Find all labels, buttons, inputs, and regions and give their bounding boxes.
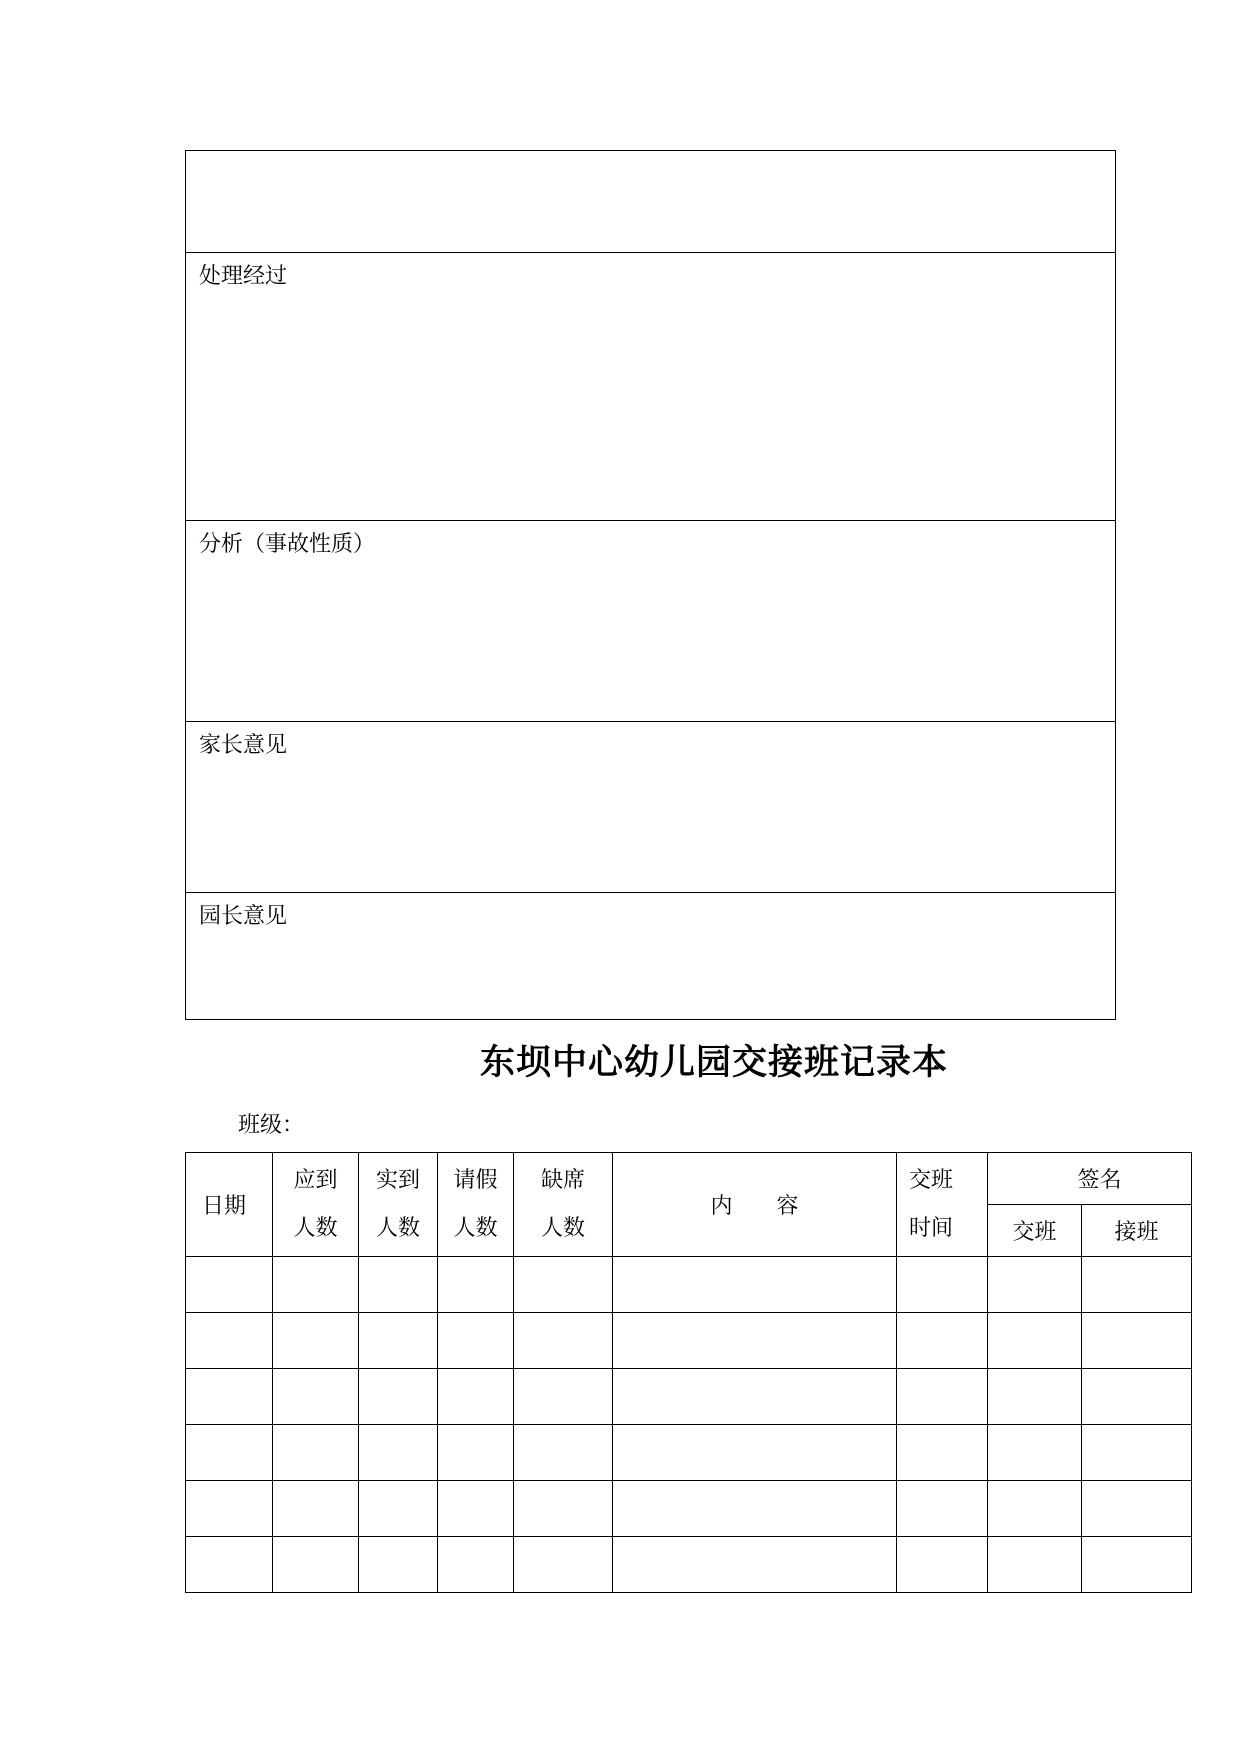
cell-absent[interactable] <box>514 1313 613 1369</box>
header-leave-line2: 人数 <box>453 1215 498 1241</box>
process-section[interactable] <box>186 252 1115 520</box>
cell-sign-in[interactable] <box>1082 1425 1192 1481</box>
cell-actual[interactable] <box>359 1257 438 1313</box>
page-title: 东坝中心幼儿园交接班记录本 <box>480 1043 949 1083</box>
cell-sign-in[interactable] <box>1082 1481 1192 1537</box>
cell-expected[interactable] <box>273 1257 359 1313</box>
cell-sign-out[interactable] <box>988 1369 1082 1425</box>
cell-expected[interactable] <box>273 1537 359 1593</box>
cell-time[interactable] <box>897 1313 988 1369</box>
principal-opinion-label: 园长意见 <box>199 904 288 929</box>
cell-sign-out[interactable] <box>988 1537 1082 1593</box>
cell-expected[interactable] <box>273 1481 359 1537</box>
cell-leave[interactable] <box>438 1313 514 1369</box>
header-actual-count <box>359 1153 438 1257</box>
cell-sign-out[interactable] <box>988 1425 1082 1481</box>
header-expected-line1: 应到 <box>293 1167 338 1193</box>
header-leave-line1: 请假 <box>453 1167 498 1193</box>
analysis-label: 分析（事故性质） <box>199 532 376 557</box>
cell-absent[interactable] <box>514 1369 613 1425</box>
cell-leave[interactable] <box>438 1425 514 1481</box>
cell-sign-in[interactable] <box>1082 1313 1192 1369</box>
table-row <box>186 1257 1192 1313</box>
cell-expected[interactable] <box>273 1313 359 1369</box>
cell-actual[interactable] <box>359 1425 438 1481</box>
handover-table <box>185 1152 1192 1593</box>
process-label: 处理经过 <box>199 264 288 289</box>
cell-date[interactable] <box>186 1481 273 1537</box>
table-row <box>186 1537 1192 1593</box>
cell-date[interactable] <box>186 1313 273 1369</box>
cell-date[interactable] <box>186 1257 273 1313</box>
cell-date[interactable] <box>186 1425 273 1481</box>
cell-expected[interactable] <box>273 1425 359 1481</box>
header-handover-out: 交班 <box>988 1205 1082 1257</box>
table-row <box>186 1425 1192 1481</box>
cell-expected[interactable] <box>273 1369 359 1425</box>
cell-time[interactable] <box>897 1257 988 1313</box>
cell-date[interactable] <box>186 1537 273 1593</box>
cell-absent[interactable] <box>514 1481 613 1537</box>
header-time-line2: 时间 <box>909 1215 954 1241</box>
cell-content[interactable] <box>613 1257 897 1313</box>
analysis-section[interactable] <box>186 520 1115 721</box>
cell-leave[interactable] <box>438 1257 514 1313</box>
header-signature: 签名 <box>988 1153 1192 1205</box>
cell-sign-in[interactable] <box>1082 1537 1192 1593</box>
header-actual-line1: 实到 <box>375 1167 420 1193</box>
cell-time[interactable] <box>897 1369 988 1425</box>
header-date: 日期 <box>186 1153 273 1257</box>
principal-opinion-section[interactable] <box>186 892 1115 1021</box>
cell-time[interactable] <box>897 1481 988 1537</box>
cell-absent[interactable] <box>514 1425 613 1481</box>
header-actual-line2: 人数 <box>375 1215 420 1241</box>
cell-content[interactable] <box>613 1537 897 1593</box>
header-leave-count <box>438 1153 514 1257</box>
cell-content[interactable] <box>613 1425 897 1481</box>
cell-actual[interactable] <box>359 1537 438 1593</box>
header-handover-in: 接班 <box>1082 1205 1192 1257</box>
cell-date[interactable] <box>186 1369 273 1425</box>
parent-opinion-label: 家长意见 <box>199 733 288 758</box>
cell-actual[interactable] <box>359 1369 438 1425</box>
parent-opinion-section[interactable] <box>186 721 1115 892</box>
cell-actual[interactable] <box>359 1313 438 1369</box>
table-row <box>186 1369 1192 1425</box>
cell-sign-out[interactable] <box>988 1313 1082 1369</box>
class-label: 班级： <box>238 1113 305 1138</box>
cell-sign-in[interactable] <box>1082 1369 1192 1425</box>
cell-absent[interactable] <box>514 1537 613 1593</box>
cell-sign-out[interactable] <box>988 1481 1082 1537</box>
header-expected-count <box>273 1153 359 1257</box>
table-row <box>186 1313 1192 1369</box>
accident-form <box>185 150 1116 1020</box>
header-absent-line1: 缺席 <box>540 1167 585 1193</box>
cell-leave[interactable] <box>438 1481 514 1537</box>
cell-content[interactable] <box>613 1369 897 1425</box>
cell-absent[interactable] <box>514 1257 613 1313</box>
cell-sign-in[interactable] <box>1082 1257 1192 1313</box>
cell-leave[interactable] <box>438 1369 514 1425</box>
cell-content[interactable] <box>613 1481 897 1537</box>
header-handover-time <box>897 1153 988 1257</box>
header-absent-line2: 人数 <box>540 1215 585 1241</box>
header-time-line1: 交班 <box>909 1167 954 1193</box>
cell-sign-out[interactable] <box>988 1257 1082 1313</box>
cell-time[interactable] <box>897 1537 988 1593</box>
cell-content[interactable] <box>613 1313 897 1369</box>
cell-leave[interactable] <box>438 1537 514 1593</box>
table-row <box>186 1481 1192 1537</box>
header-expected-line2: 人数 <box>293 1215 338 1241</box>
cell-actual[interactable] <box>359 1481 438 1537</box>
header-absent-count <box>514 1153 613 1257</box>
form-top-blank-section <box>186 151 1115 252</box>
header-content: 内 容 <box>613 1153 897 1257</box>
cell-time[interactable] <box>897 1425 988 1481</box>
